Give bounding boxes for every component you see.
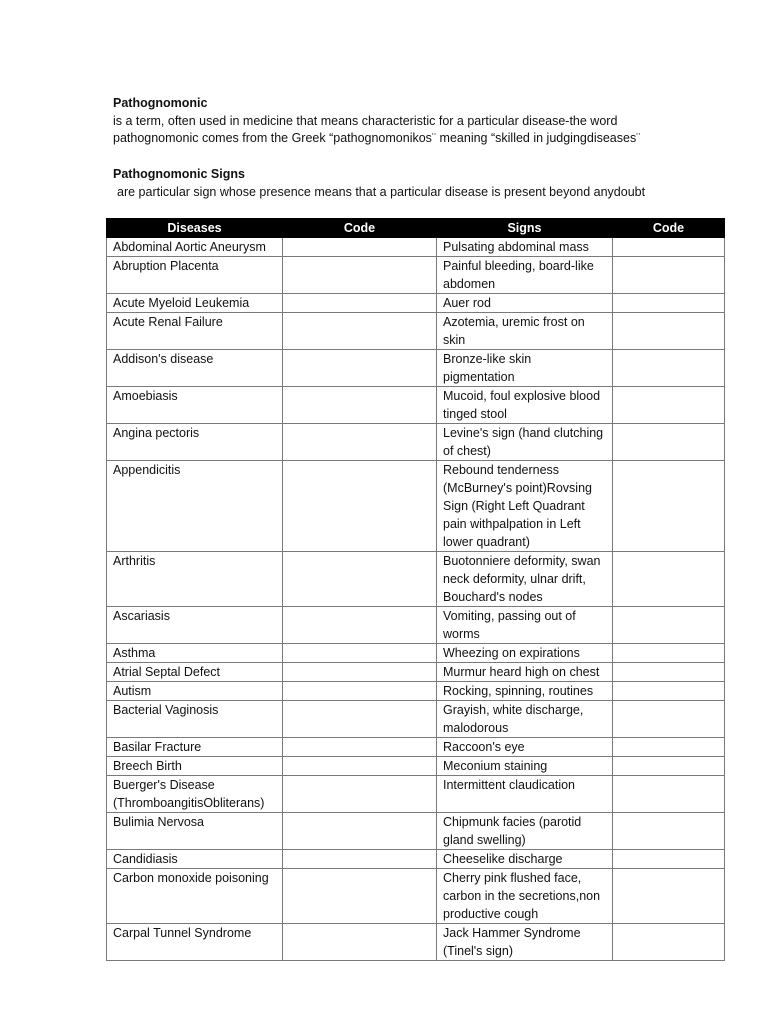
sign-cell: Chipmunk facies (parotid gland swelling) [437, 813, 613, 850]
definition-section [113, 95, 713, 148]
disease-cell: Asthma [107, 644, 283, 663]
disease-cell: Acute Renal Failure [107, 313, 283, 350]
sign-cell: Intermittent claudication [437, 776, 613, 813]
sign-code-cell [613, 663, 725, 682]
sign-code-cell [613, 257, 725, 294]
table-row [107, 850, 725, 869]
disease-cell: Buerger's Disease (ThromboangitisObliterans) [107, 776, 283, 813]
header-code: Code [283, 219, 437, 238]
sign-code-cell [613, 607, 725, 644]
disease-code-cell [283, 924, 437, 961]
disease-cell: Breech Birth [107, 757, 283, 776]
disease-code-cell [283, 461, 437, 552]
table-row [107, 461, 725, 552]
table-row [107, 424, 725, 461]
sign-cell: Vomiting, passing out of worms [437, 607, 613, 644]
disease-code-cell [283, 738, 437, 757]
sign-code-cell [613, 387, 725, 424]
table-row [107, 294, 725, 313]
disease-cell: Bulimia Nervosa [107, 813, 283, 850]
disease-code-cell [283, 238, 437, 257]
table-row [107, 757, 725, 776]
disease-cell: Basilar Fracture [107, 738, 283, 757]
disease-cell: Abdominal Aortic Aneurysm [107, 238, 283, 257]
header-diseases: Diseases [107, 219, 283, 238]
signs-definition-section [113, 166, 713, 201]
table-row [107, 701, 725, 738]
table-row [107, 813, 725, 850]
sign-code-cell [613, 350, 725, 387]
sign-code-cell [613, 738, 725, 757]
sign-cell: Raccoon's eye [437, 738, 613, 757]
table-row [107, 682, 725, 701]
sign-code-cell [613, 461, 725, 552]
signs-definition-text: are particular sign whose presence means that a particular disease is present beyond anydoubt [117, 184, 646, 199]
sign-cell: Grayish, white discharge, malodorous [437, 701, 613, 738]
sign-cell: Rocking, spinning, routines [437, 682, 613, 701]
header-code-2: Code [613, 219, 725, 238]
term-line-2: pathognomonic comes from the Greek “pathognomonikos¨ meaning “skilled in judgingdiseases¨ [113, 131, 641, 145]
disease-code-cell [283, 813, 437, 850]
table-row [107, 552, 725, 607]
disease-cell: Carpal Tunnel Syndrome [107, 924, 283, 961]
disease-cell: Ascariasis [107, 607, 283, 644]
sign-code-cell [613, 238, 725, 257]
disease-cell: Arthritis [107, 552, 283, 607]
disease-cell: Bacterial Vaginosis [107, 701, 283, 738]
sign-cell: Buotonniere deformity, swan neck deformity, ulnar drift, Bouchard's nodes [437, 552, 613, 607]
sign-cell: Bronze-like skin pigmentation [437, 350, 613, 387]
table-body [107, 238, 725, 961]
sign-code-cell [613, 701, 725, 738]
sign-code-cell [613, 313, 725, 350]
sign-cell: Cheeselike discharge [437, 850, 613, 869]
term-heading: Pathognomonic [113, 96, 208, 110]
disease-code-cell [283, 869, 437, 924]
disease-cell: Abruption Placenta [107, 257, 283, 294]
sign-code-cell [613, 924, 725, 961]
table-row [107, 738, 725, 757]
disease-cell: Atrial Septal Defect [107, 663, 283, 682]
disease-code-cell [283, 644, 437, 663]
table-row [107, 350, 725, 387]
table-row [107, 869, 725, 924]
disease-code-cell [283, 294, 437, 313]
table-row [107, 924, 725, 961]
disease-cell: Amoebiasis [107, 387, 283, 424]
sign-cell: Azotemia, uremic frost on skin [437, 313, 613, 350]
table-row [107, 607, 725, 644]
disease-code-cell [283, 757, 437, 776]
table-row [107, 776, 725, 813]
disease-code-cell [283, 850, 437, 869]
sign-cell: Auer rod [437, 294, 613, 313]
disease-code-cell [283, 682, 437, 701]
sign-cell: Painful bleeding, board-like abdomen [437, 257, 613, 294]
disease-code-cell [283, 350, 437, 387]
disease-code-cell [283, 387, 437, 424]
sign-code-cell [613, 294, 725, 313]
sign-code-cell [613, 757, 725, 776]
disease-code-cell [283, 313, 437, 350]
sign-cell: Murmur heard high on chest [437, 663, 613, 682]
disease-cell: Acute Myeloid Leukemia [107, 294, 283, 313]
signs-heading: Pathognomonic Signs [113, 167, 245, 181]
disease-cell: Angina pectoris [107, 424, 283, 461]
pathognomonic-table [106, 218, 725, 961]
disease-code-cell [283, 663, 437, 682]
disease-cell: Appendicitis [107, 461, 283, 552]
sign-code-cell [613, 552, 725, 607]
disease-cell: Addison's disease [107, 350, 283, 387]
table-row [107, 387, 725, 424]
disease-code-cell [283, 257, 437, 294]
disease-code-cell [283, 424, 437, 461]
disease-cell: Candidiasis [107, 850, 283, 869]
sign-cell: Jack Hammer Syndrome (Tinel's sign) [437, 924, 613, 961]
disease-cell: Autism [107, 682, 283, 701]
sign-code-cell [613, 776, 725, 813]
sign-code-cell [613, 424, 725, 461]
disease-code-cell [283, 776, 437, 813]
sign-cell: Wheezing on expirations [437, 644, 613, 663]
sign-cell: Meconium staining [437, 757, 613, 776]
sign-cell: Levine's sign (hand clutching of chest) [437, 424, 613, 461]
sign-code-cell [613, 813, 725, 850]
sign-cell: Mucoid, foul explosive blood tinged stool [437, 387, 613, 424]
table-row [107, 257, 725, 294]
sign-code-cell [613, 869, 725, 924]
term-line-1: is a term, often used in medicine that means characteristic for a particular disease-the word [113, 113, 618, 128]
sign-code-cell [613, 644, 725, 663]
disease-code-cell [283, 607, 437, 644]
sign-code-cell [613, 682, 725, 701]
disease-cell: Carbon monoxide poisoning [107, 869, 283, 924]
header-signs: Signs [437, 219, 613, 238]
sign-cell: Rebound tenderness (McBurney's point)Rovsing Sign (Right Left Quadrant pain withpalpation in Left lower quadrant) [437, 461, 613, 552]
table-row [107, 238, 725, 257]
table-row [107, 663, 725, 682]
disease-code-cell [283, 701, 437, 738]
disease-code-cell [283, 552, 437, 607]
sign-cell: Pulsating abdominal mass [437, 238, 613, 257]
table-header-row [107, 219, 725, 238]
table-row [107, 313, 725, 350]
sign-code-cell [613, 850, 725, 869]
table-row [107, 644, 725, 663]
sign-cell: Cherry pink flushed face, carbon in the secretions,non productive cough [437, 869, 613, 924]
